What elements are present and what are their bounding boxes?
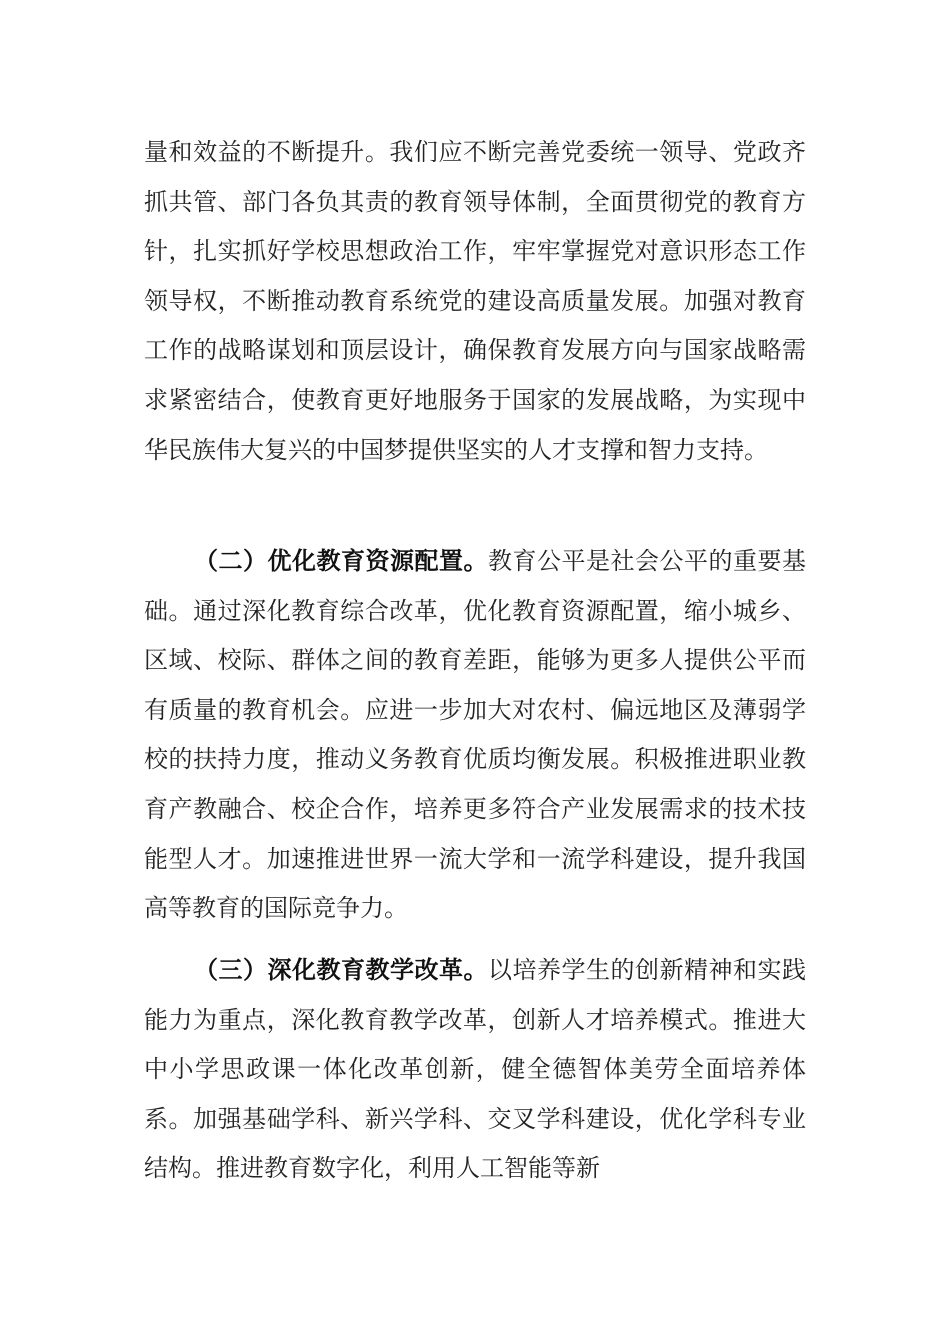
paragraph-1-text: 量和效益的不断提升。我们应不断完善党委统一领导、党政齐抓共管、部门各负其责的教育领导体制，全面贯彻党的教育方针，扎实抓好学校思想政治工作，牢牢掌握党对意识形态工作领导权，不断推动教育系统党的建设高质量发展。加强对教育工作的战略谋划和顶层设计，确保教育发展方向与国家战略需求紧密结合，使教育更好地服务于国家的发展战略，为实现中华民族伟大复兴的中国梦提供坚实的人才支撑和智力支持。 — [144, 138, 806, 464]
paragraph-2 — [144, 537, 806, 934]
paragraph-2-heading: （二）优化教育资源配置。 — [194, 547, 488, 575]
paragraph-3-text: 以培养学生的创新精神和实践能力为重点，深化教育教学改革，创新人才培养模式。推进大中小学思政课一体化改革创新，健全德智体美劳全面培养体系。加强基础学科、新兴学科、交叉学科建设，优化学科专业结构。推进教育数字化，利用人工智能等新 — [144, 956, 806, 1183]
paragraph-1 — [144, 128, 806, 475]
paragraph-2-text: 教育公平是社会公平的重要基础。通过深化教育综合改革，优化教育资源配置，缩小城乡、区域、校际、群体之间的教育差距，能够为更多人提供公平而有质量的教育机会。应进一步加大对农村、偏远地区及薄弱学校的扶持力度，推动义务教育优质均衡发展。积极推进职业教育产教融合、校企合作，培养更多符合产业发展需求的技术技能型人才。加速推进世界一流大学和一流学科建设，提升我国高等教育的国际竞争力。 — [144, 547, 806, 923]
paragraph-3-heading: （三）深化教育教学改革。 — [194, 956, 488, 984]
paragraph-3 — [144, 946, 806, 1194]
